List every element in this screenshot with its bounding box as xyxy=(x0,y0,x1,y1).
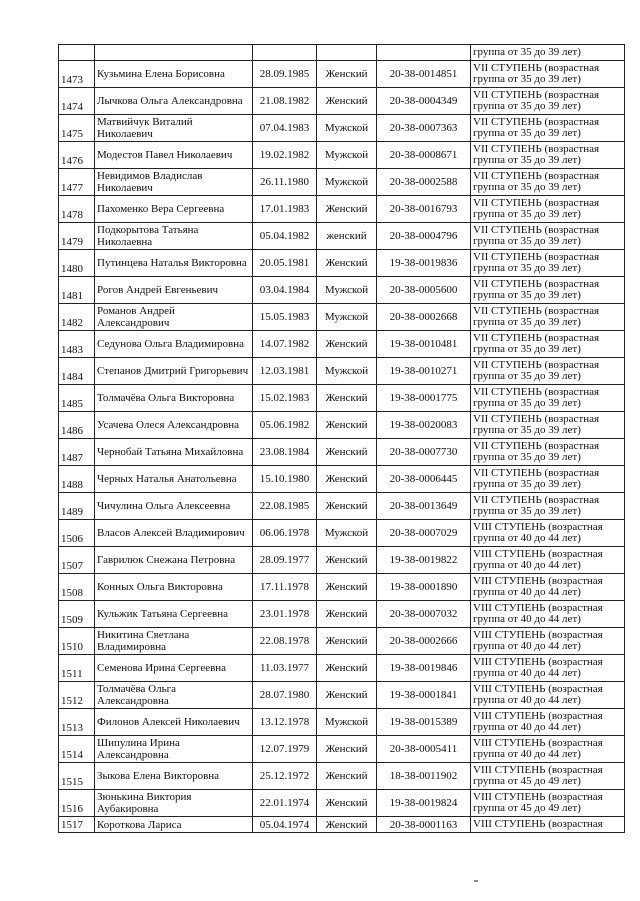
cell-date: 13.12.1978 xyxy=(253,709,317,736)
cell-sex: Мужской xyxy=(317,277,377,304)
cell-code: 20-38-0005600 xyxy=(377,277,471,304)
cell-sex: Мужской xyxy=(317,304,377,331)
cell-code: 20-38-0013649 xyxy=(377,493,471,520)
table-row xyxy=(59,466,625,493)
cell-code: 20-38-0007730 xyxy=(377,439,471,466)
cell-level: группа от 35 до 39 лет) xyxy=(471,45,625,61)
cell-code: 19-38-0001890 xyxy=(377,574,471,601)
cell-sex: Женский xyxy=(317,466,377,493)
cell-level: VII СТУПЕНЬ (возрастная группа от 35 до 39 лет) xyxy=(471,358,625,385)
cell-num: 1482 xyxy=(59,304,95,331)
table-row xyxy=(59,547,625,574)
cell-date: 28.09.1977 xyxy=(253,547,317,574)
cell-sex: Мужской xyxy=(317,709,377,736)
table-row xyxy=(59,412,625,439)
cell-num: 1488 xyxy=(59,466,95,493)
cell-sex: Женский xyxy=(317,763,377,790)
cell-sex: Женский xyxy=(317,88,377,115)
cell-code: 20-38-0006445 xyxy=(377,466,471,493)
cell-num: 1509 xyxy=(59,601,95,628)
cell-level: VIII СТУПЕНЬ (возрастная группа от 40 до 44 лет) xyxy=(471,628,625,655)
cell-code xyxy=(377,45,471,61)
cell-date: 23.08.1984 xyxy=(253,439,317,466)
cell-date: 17.11.1978 xyxy=(253,574,317,601)
cell-num: 1475 xyxy=(59,115,95,142)
cell-num: 1476 xyxy=(59,142,95,169)
cell-level: VII СТУПЕНЬ (возрастная группа от 35 до 39 лет) xyxy=(471,196,625,223)
cell-sex: Мужской xyxy=(317,169,377,196)
cell-code: 20-38-0007363 xyxy=(377,115,471,142)
cell-date: 05.06.1982 xyxy=(253,412,317,439)
cell-level: VII СТУПЕНЬ (возрастная группа от 35 до 39 лет) xyxy=(471,223,625,250)
cell-sex: Мужской xyxy=(317,142,377,169)
table-row xyxy=(59,88,625,115)
cell-level: VII СТУПЕНЬ (возрастная группа от 35 до 39 лет) xyxy=(471,304,625,331)
cell-num: 1483 xyxy=(59,331,95,358)
cell-date: 14.07.1982 xyxy=(253,331,317,358)
cell-sex: Женский xyxy=(317,601,377,628)
cell-level: VII СТУПЕНЬ (возрастная группа от 35 до 39 лет) xyxy=(471,61,625,88)
table-row-continued xyxy=(59,45,625,61)
cell-level: VII СТУПЕНЬ (возрастная группа от 35 до 39 лет) xyxy=(471,169,625,196)
cell-name: Невидимов Владислав Николаевич xyxy=(95,169,253,196)
cell-sex: Мужской xyxy=(317,520,377,547)
cell-code: 20-38-0008671 xyxy=(377,142,471,169)
cell-num: 1507 xyxy=(59,547,95,574)
cell-date: 05.04.1974 xyxy=(253,817,317,833)
table-row xyxy=(59,304,625,331)
cell-level: VII СТУПЕНЬ (возрастная группа от 35 до 39 лет) xyxy=(471,412,625,439)
document-page xyxy=(58,44,625,833)
table-row xyxy=(59,250,625,277)
cell-level: VIII СТУПЕНЬ (возрастная группа от 40 до 44 лет) xyxy=(471,709,625,736)
cell-level: VII СТУПЕНЬ (возрастная группа от 35 до 39 лет) xyxy=(471,466,625,493)
cell-num xyxy=(59,45,95,61)
cell-name: Модестов Павел Николаевич xyxy=(95,142,253,169)
table-row xyxy=(59,520,625,547)
cell-code: 19-38-0001775 xyxy=(377,385,471,412)
cell-num: 1506 xyxy=(59,520,95,547)
table-row xyxy=(59,277,625,304)
cell-sex: Женский xyxy=(317,655,377,682)
cell-level: VIII СТУПЕНЬ (возрастная xyxy=(471,817,625,833)
table-row xyxy=(59,223,625,250)
cell-name: Толмачёва Ольга Александровна xyxy=(95,682,253,709)
cell-date: 28.09.1985 xyxy=(253,61,317,88)
cell-code: 19-38-0015389 xyxy=(377,709,471,736)
cell-date: 07.04.1983 xyxy=(253,115,317,142)
cell-code: 20-38-0002666 xyxy=(377,628,471,655)
cell-level: VII СТУПЕНЬ (возрастная группа от 35 до 39 лет) xyxy=(471,88,625,115)
cell-code: 19-38-0019822 xyxy=(377,547,471,574)
cell-code: 19-38-0019824 xyxy=(377,790,471,817)
cell-sex: Мужской xyxy=(317,358,377,385)
cell-num: 1473 xyxy=(59,61,95,88)
table-row xyxy=(59,169,625,196)
cell-code: 19-38-0010271 xyxy=(377,358,471,385)
cell-code: 20-38-0016793 xyxy=(377,196,471,223)
cell-sex: Женский xyxy=(317,385,377,412)
cell-date: 21.08.1982 xyxy=(253,88,317,115)
cell-sex: Женский xyxy=(317,196,377,223)
table-row xyxy=(59,493,625,520)
cell-name: Матвийчук Виталий Николаевич xyxy=(95,115,253,142)
cell-num: 1474 xyxy=(59,88,95,115)
cell-num: 1514 xyxy=(59,736,95,763)
cell-name: Лычкова Ольга Александровна xyxy=(95,88,253,115)
cell-date: 06.06.1978 xyxy=(253,520,317,547)
cell-date: 15.10.1980 xyxy=(253,466,317,493)
cell-sex: Женский xyxy=(317,331,377,358)
cell-date: 05.04.1982 xyxy=(253,223,317,250)
table-row xyxy=(59,115,625,142)
table-row xyxy=(59,817,625,833)
cell-name: Филонов Алексей Николаевич xyxy=(95,709,253,736)
cell-num: 1478 xyxy=(59,196,95,223)
cell-name: Толмачёва Ольга Викторовна xyxy=(95,385,253,412)
cell-level: VIII СТУПЕНЬ (возрастная группа от 40 до 44 лет) xyxy=(471,574,625,601)
cell-num: 1517 xyxy=(59,817,95,833)
cell-num: 1487 xyxy=(59,439,95,466)
cell-name: Кульжик Татьяна Сергеевна xyxy=(95,601,253,628)
cell-level: VII СТУПЕНЬ (возрастная группа от 35 до 39 лет) xyxy=(471,115,625,142)
cell-name xyxy=(95,45,253,61)
table-row xyxy=(59,439,625,466)
cell-sex: Женский xyxy=(317,547,377,574)
scan-speck xyxy=(474,880,478,882)
cell-name: Усачева Олеся Александровна xyxy=(95,412,253,439)
cell-name: Подкорытова Татьяна Николаевна xyxy=(95,223,253,250)
cell-sex: Женский xyxy=(317,250,377,277)
table-row xyxy=(59,61,625,88)
cell-sex: Женский xyxy=(317,574,377,601)
cell-code: 19-38-0019846 xyxy=(377,655,471,682)
cell-num: 1513 xyxy=(59,709,95,736)
table-row xyxy=(59,331,625,358)
cell-name: Романов Андрей Александрович xyxy=(95,304,253,331)
cell-date: 28.07.1980 xyxy=(253,682,317,709)
cell-sex: Женский xyxy=(317,439,377,466)
cell-sex: Мужской xyxy=(317,115,377,142)
cell-level: VIII СТУПЕНЬ (возрастная группа от 45 до 49 лет) xyxy=(471,790,625,817)
cell-date: 22.01.1974 xyxy=(253,790,317,817)
cell-num: 1484 xyxy=(59,358,95,385)
cell-name: Власов Алексей Владимирович xyxy=(95,520,253,547)
cell-date: 03.04.1984 xyxy=(253,277,317,304)
cell-name: Семенова Ирина Сергеевна xyxy=(95,655,253,682)
table-row xyxy=(59,196,625,223)
cell-date: 12.03.1981 xyxy=(253,358,317,385)
cell-num: 1512 xyxy=(59,682,95,709)
cell-sex: женский xyxy=(317,223,377,250)
cell-code: 20-38-0014851 xyxy=(377,61,471,88)
cell-num: 1480 xyxy=(59,250,95,277)
cell-name: Гаврилюк Снежана Петровна xyxy=(95,547,253,574)
cell-date: 17.01.1983 xyxy=(253,196,317,223)
cell-code: 19-38-0001841 xyxy=(377,682,471,709)
table-row xyxy=(59,709,625,736)
cell-sex: Женский xyxy=(317,493,377,520)
table-row xyxy=(59,682,625,709)
cell-code: 20-38-0002588 xyxy=(377,169,471,196)
cell-date: 12.07.1979 xyxy=(253,736,317,763)
cell-num: 1486 xyxy=(59,412,95,439)
cell-level: VIII СТУПЕНЬ (возрастная группа от 40 до 44 лет) xyxy=(471,736,625,763)
cell-code: 20-38-0005411 xyxy=(377,736,471,763)
cell-sex: Женский xyxy=(317,682,377,709)
cell-sex: Женский xyxy=(317,790,377,817)
cell-num: 1516 xyxy=(59,790,95,817)
cell-date: 15.05.1983 xyxy=(253,304,317,331)
cell-num: 1485 xyxy=(59,385,95,412)
cell-level: VII СТУПЕНЬ (возрастная группа от 35 до 39 лет) xyxy=(471,331,625,358)
cell-name: Степанов Дмитрий Григорьевич xyxy=(95,358,253,385)
cell-name: Короткова Лариса xyxy=(95,817,253,833)
results-table xyxy=(58,44,625,833)
cell-date: 26.11.1980 xyxy=(253,169,317,196)
cell-date: 15.02.1983 xyxy=(253,385,317,412)
table-row xyxy=(59,385,625,412)
cell-sex xyxy=(317,45,377,61)
cell-level: VIII СТУПЕНЬ (возрастная группа от 45 до 49 лет) xyxy=(471,763,625,790)
cell-level: VIII СТУПЕНЬ (возрастная группа от 40 до 44 лет) xyxy=(471,520,625,547)
cell-name: Седунова Ольга Владимировна xyxy=(95,331,253,358)
cell-sex: Женский xyxy=(317,817,377,833)
cell-name: Рогов Андрей Евгеньевич xyxy=(95,277,253,304)
cell-num: 1481 xyxy=(59,277,95,304)
cell-code: 20-38-0007029 xyxy=(377,520,471,547)
cell-date: 22.08.1985 xyxy=(253,493,317,520)
cell-name: Зыкова Елена Викторовна xyxy=(95,763,253,790)
cell-code: 20-38-0007032 xyxy=(377,601,471,628)
cell-name: Конных Ольга Викторовна xyxy=(95,574,253,601)
cell-code: 19-38-0010481 xyxy=(377,331,471,358)
cell-date: 25.12.1972 xyxy=(253,763,317,790)
cell-date: 22.08.1978 xyxy=(253,628,317,655)
table-row xyxy=(59,142,625,169)
cell-level: VII СТУПЕНЬ (возрастная группа от 35 до 39 лет) xyxy=(471,385,625,412)
cell-name: Пахоменко Вера Сергеевна xyxy=(95,196,253,223)
table-row xyxy=(59,601,625,628)
table-row xyxy=(59,736,625,763)
cell-level: VIII СТУПЕНЬ (возрастная группа от 40 до 44 лет) xyxy=(471,655,625,682)
cell-name: Кузьмина Елена Борисовна xyxy=(95,61,253,88)
table-row xyxy=(59,574,625,601)
cell-level: VIII СТУПЕНЬ (возрастная группа от 40 до 44 лет) xyxy=(471,547,625,574)
cell-level: VII СТУПЕНЬ (возрастная группа от 35 до 39 лет) xyxy=(471,493,625,520)
cell-name: Чернобай Татьяна Михайловна xyxy=(95,439,253,466)
table-row xyxy=(59,628,625,655)
table-row xyxy=(59,655,625,682)
cell-date: 23.01.1978 xyxy=(253,601,317,628)
table-row xyxy=(59,763,625,790)
cell-sex: Женский xyxy=(317,412,377,439)
cell-num: 1511 xyxy=(59,655,95,682)
cell-sex: Женский xyxy=(317,61,377,88)
cell-num: 1477 xyxy=(59,169,95,196)
cell-num: 1508 xyxy=(59,574,95,601)
table-row xyxy=(59,358,625,385)
cell-sex: Женский xyxy=(317,736,377,763)
cell-level: VIII СТУПЕНЬ (возрастная группа от 40 до 44 лет) xyxy=(471,601,625,628)
cell-date xyxy=(253,45,317,61)
cell-code: 20-38-0002668 xyxy=(377,304,471,331)
cell-code: 20-38-0004796 xyxy=(377,223,471,250)
cell-num: 1510 xyxy=(59,628,95,655)
cell-date: 20.05.1981 xyxy=(253,250,317,277)
cell-name: Зюнькина Виктория Аубакировна xyxy=(95,790,253,817)
cell-code: 19-38-0019836 xyxy=(377,250,471,277)
cell-name: Шипулина Ирина Александровна xyxy=(95,736,253,763)
cell-level: VII СТУПЕНЬ (возрастная группа от 35 до 39 лет) xyxy=(471,250,625,277)
cell-date: 19.02.1982 xyxy=(253,142,317,169)
cell-level: VII СТУПЕНЬ (возрастная группа от 35 до 39 лет) xyxy=(471,439,625,466)
cell-code: 18-38-0011902 xyxy=(377,763,471,790)
cell-sex: Женский xyxy=(317,628,377,655)
cell-num: 1479 xyxy=(59,223,95,250)
cell-level: VII СТУПЕНЬ (возрастная группа от 35 до 39 лет) xyxy=(471,277,625,304)
cell-name: Черных Наталья Анатольевна xyxy=(95,466,253,493)
cell-level: VIII СТУПЕНЬ (возрастная группа от 40 до 44 лет) xyxy=(471,682,625,709)
cell-level: VII СТУПЕНЬ (возрастная группа от 35 до 39 лет) xyxy=(471,142,625,169)
cell-name: Путинцева Наталья Викторовна xyxy=(95,250,253,277)
cell-name: Никитина Светлана Владимировна xyxy=(95,628,253,655)
cell-date: 11.03.1977 xyxy=(253,655,317,682)
cell-num: 1515 xyxy=(59,763,95,790)
cell-num: 1489 xyxy=(59,493,95,520)
cell-name: Чичулина Ольга Алексеевна xyxy=(95,493,253,520)
table-row xyxy=(59,790,625,817)
cell-code: 20-38-0004349 xyxy=(377,88,471,115)
cell-code: 19-38-0020083 xyxy=(377,412,471,439)
cell-code: 20-38-0001163 xyxy=(377,817,471,833)
